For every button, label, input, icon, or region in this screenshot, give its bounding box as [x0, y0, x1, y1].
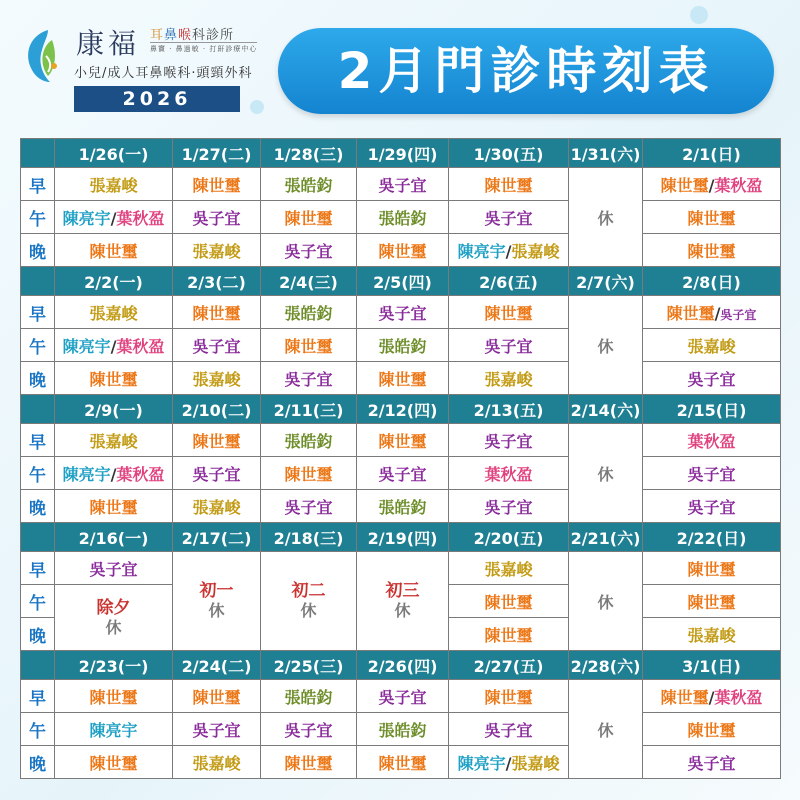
- slot-label: 午: [21, 713, 55, 746]
- slot-row: [21, 234, 781, 267]
- date-header: 2/22(日): [643, 523, 781, 552]
- doctor-cell: 陳世璽: [357, 424, 449, 457]
- clinic-subtitle: 耳鼻喉科診所: [150, 28, 235, 43]
- closed-cell: 休: [569, 168, 643, 267]
- doctor-cell: 張嘉峻: [173, 234, 261, 267]
- date-header: 2/21(六): [569, 523, 643, 552]
- doctor-cell: 張皓鈞: [261, 296, 357, 329]
- corner-cell: [21, 395, 55, 424]
- doctor-cell: 張皓鈞: [357, 713, 449, 746]
- slot-label: 午: [21, 457, 55, 490]
- header: [0, 0, 800, 130]
- slot-row: [21, 490, 781, 523]
- doctor-cell: 張嘉峻: [643, 618, 781, 651]
- doctor-cell: 陳世璽: [173, 424, 261, 457]
- clinic-specialty: 鼻竇 · 鼻過敏 · 打鼾診療中心: [150, 42, 257, 54]
- corner-cell: [21, 523, 55, 552]
- closed-cell: 休: [569, 552, 643, 651]
- slot-label: 午: [21, 329, 55, 362]
- week-header-row: [21, 651, 781, 680]
- date-header: 2/17(二): [173, 523, 261, 552]
- doctor-cell: 吳子宜: [643, 362, 781, 395]
- holiday-cell: 初二 休: [261, 552, 357, 651]
- date-header: 2/23(一): [55, 651, 173, 680]
- slot-label: 晚: [21, 234, 55, 267]
- date-header: 2/16(一): [55, 523, 173, 552]
- doctor-cell: 陳世璽: [643, 552, 781, 585]
- slot-label: 晚: [21, 618, 55, 651]
- doctor-cell: 陳世璽/吳子宜: [643, 296, 781, 329]
- decoration: [690, 6, 708, 24]
- doctor-cell: 吳子宜: [449, 201, 569, 234]
- date-header: 2/6(五): [449, 267, 569, 296]
- doctor-cell: 張皓鈞: [357, 329, 449, 362]
- slot-label: 早: [21, 296, 55, 329]
- doctor-cell: 陳亮宇/葉秋盈: [55, 329, 173, 362]
- slot-label: 午: [21, 201, 55, 234]
- doctor-cell: 陳世璽: [643, 201, 781, 234]
- doctor-cell: 張嘉峻: [449, 362, 569, 395]
- slot-label: 午: [21, 585, 55, 618]
- date-header: 1/30(五): [449, 139, 569, 168]
- week-header-row: [21, 267, 781, 296]
- date-header: 2/24(二): [173, 651, 261, 680]
- doctor-cell: 陳世璽: [449, 296, 569, 329]
- doctor-cell: 張嘉峻: [55, 424, 173, 457]
- slot-row: [21, 329, 781, 362]
- closed-cell: 休: [569, 296, 643, 395]
- date-header: 2/19(四): [357, 523, 449, 552]
- doctor-cell: 吳子宜: [261, 490, 357, 523]
- date-header: 2/20(五): [449, 523, 569, 552]
- doctor-cell: 吳子宜: [643, 457, 781, 490]
- doctor-cell: 吳子宜: [173, 201, 261, 234]
- slot-row: [21, 168, 781, 201]
- slot-label: 早: [21, 680, 55, 713]
- decoration: [250, 100, 264, 114]
- doctor-cell: 張皓鈞: [357, 201, 449, 234]
- doctor-cell: 陳世璽: [449, 680, 569, 713]
- page-title: 2月門診時刻表: [278, 28, 774, 114]
- doctor-cell: 張嘉峻: [173, 362, 261, 395]
- date-header: 1/28(三): [261, 139, 357, 168]
- holiday-cell: 初三 休: [357, 552, 449, 651]
- slot-label: 早: [21, 552, 55, 585]
- date-header: 2/12(四): [357, 395, 449, 424]
- doctor-cell: 張皓鈞: [357, 490, 449, 523]
- date-header: 2/7(六): [569, 267, 643, 296]
- slot-row: [21, 424, 781, 457]
- slot-row: [21, 296, 781, 329]
- doctor-cell: 吳子宜: [357, 168, 449, 201]
- doctor-cell: 陳世璽: [449, 618, 569, 651]
- date-header: 2/11(三): [261, 395, 357, 424]
- doctor-cell: 張皓鈞: [261, 680, 357, 713]
- doctor-cell: 陳世璽: [55, 746, 173, 779]
- date-header: 2/1(日): [643, 139, 781, 168]
- date-header: 2/4(三): [261, 267, 357, 296]
- doctor-cell: 張嘉峻: [449, 552, 569, 585]
- slot-row: [21, 680, 781, 713]
- date-header: 2/27(五): [449, 651, 569, 680]
- date-header: 1/29(四): [357, 139, 449, 168]
- week-header-row: [21, 139, 781, 168]
- doctor-cell: 吳子宜: [173, 329, 261, 362]
- doctor-cell: 陳世璽: [173, 296, 261, 329]
- doctor-cell: 吳子宜: [55, 552, 173, 585]
- slot-row: [21, 457, 781, 490]
- slot-row: [21, 746, 781, 779]
- date-header: 2/2(一): [55, 267, 173, 296]
- doctor-cell: 吳子宜: [643, 746, 781, 779]
- doctor-cell: 陳世璽: [173, 168, 261, 201]
- week-header-row: [21, 395, 781, 424]
- date-header: 2/14(六): [569, 395, 643, 424]
- doctor-cell: 張嘉峻: [55, 296, 173, 329]
- doctor-cell: 陳世璽: [55, 680, 173, 713]
- doctor-cell: 陳世璽: [261, 329, 357, 362]
- doctor-cell: 張皓鈞: [261, 424, 357, 457]
- clinic-description: 小兒/成人耳鼻喉科·頭頸外科: [74, 66, 253, 81]
- week-header-row: [21, 523, 781, 552]
- doctor-cell: 吳子宜: [261, 713, 357, 746]
- slot-label: 早: [21, 168, 55, 201]
- slot-row: [21, 552, 781, 585]
- doctor-cell: 吳子宜: [449, 713, 569, 746]
- holiday-cell: 初一 休: [173, 552, 261, 651]
- doctor-cell: 陳世璽: [643, 713, 781, 746]
- slot-row: [21, 362, 781, 395]
- date-header: 2/18(三): [261, 523, 357, 552]
- doctor-cell: 吳子宜: [449, 490, 569, 523]
- doctor-cell: 吳子宜: [357, 296, 449, 329]
- date-header: 2/25(三): [261, 651, 357, 680]
- doctor-cell: 吳子宜: [173, 713, 261, 746]
- doctor-cell: 陳世璽: [173, 680, 261, 713]
- doctor-cell: 陳世璽: [55, 234, 173, 267]
- date-header: 3/1(日): [643, 651, 781, 680]
- date-header: 2/3(二): [173, 267, 261, 296]
- slot-label: 晚: [21, 490, 55, 523]
- schedule-table: [20, 138, 781, 779]
- doctor-cell: 吳子宜: [261, 362, 357, 395]
- doctor-cell: 張嘉峻: [173, 490, 261, 523]
- slot-label: 晚: [21, 362, 55, 395]
- clinic-logo-icon: [18, 26, 70, 86]
- doctor-cell: 陳世璽: [261, 457, 357, 490]
- doctor-cell: 陳世璽: [55, 362, 173, 395]
- doctor-cell: 吳子宜: [357, 457, 449, 490]
- date-header: 2/8(日): [643, 267, 781, 296]
- doctor-cell: 吳子宜: [261, 234, 357, 267]
- date-header: 2/28(六): [569, 651, 643, 680]
- doctor-cell: 張嘉峻: [55, 168, 173, 201]
- doctor-cell: 陳亮宇/張嘉峻: [449, 234, 569, 267]
- doctor-cell: 陳世璽: [643, 234, 781, 267]
- clinic-name: 康福: [76, 27, 141, 60]
- corner-cell: [21, 139, 55, 168]
- doctor-cell: 陳世璽: [357, 362, 449, 395]
- date-header: 2/9(一): [55, 395, 173, 424]
- doctor-cell: 陳世璽/葉秋盈: [643, 680, 781, 713]
- doctor-cell: 陳世璽: [643, 585, 781, 618]
- doctor-cell: 吳子宜: [643, 490, 781, 523]
- doctor-cell: 陳亮宇/張嘉峻: [449, 746, 569, 779]
- slot-label: 晚: [21, 746, 55, 779]
- date-header: 2/5(四): [357, 267, 449, 296]
- year-badge: 2026: [74, 86, 240, 112]
- doctor-cell: 陳世璽: [449, 168, 569, 201]
- doctor-cell: 張嘉峻: [173, 746, 261, 779]
- doctor-cell: 陳世璽: [261, 201, 357, 234]
- doctor-cell: 吳子宜: [357, 680, 449, 713]
- corner-cell: [21, 651, 55, 680]
- date-header: 2/10(二): [173, 395, 261, 424]
- doctor-cell: 陳世璽: [55, 490, 173, 523]
- slot-label: 早: [21, 424, 55, 457]
- doctor-cell: 吳子宜: [173, 457, 261, 490]
- doctor-cell: 陳亮宇: [55, 713, 173, 746]
- slot-row: [21, 713, 781, 746]
- doctor-cell: 陳世璽: [449, 585, 569, 618]
- doctor-cell: 陳世璽/葉秋盈: [643, 168, 781, 201]
- doctor-cell: 葉秋盈: [643, 424, 781, 457]
- doctor-cell: 陳世璽: [357, 746, 449, 779]
- doctor-cell: 葉秋盈: [449, 457, 569, 490]
- closed-cell: 休: [569, 680, 643, 779]
- date-header: 1/27(二): [173, 139, 261, 168]
- doctor-cell: 張嘉峻: [643, 329, 781, 362]
- doctor-cell: 張皓鈞: [261, 168, 357, 201]
- doctor-cell: 陳亮宇/葉秋盈: [55, 457, 173, 490]
- date-header: 2/13(五): [449, 395, 569, 424]
- slot-row: [21, 201, 781, 234]
- date-header: 1/31(六): [569, 139, 643, 168]
- doctor-cell: 陳世璽: [261, 746, 357, 779]
- corner-cell: [21, 267, 55, 296]
- closed-cell: 休: [569, 424, 643, 523]
- doctor-cell: 吳子宜: [449, 424, 569, 457]
- doctor-cell: 吳子宜: [449, 329, 569, 362]
- date-header: 1/26(一): [55, 139, 173, 168]
- date-header: 2/15(日): [643, 395, 781, 424]
- doctor-cell: 陳亮宇/葉秋盈: [55, 201, 173, 234]
- holiday-cell: 除夕 休: [55, 585, 173, 651]
- date-header: 2/26(四): [357, 651, 449, 680]
- doctor-cell: 陳世璽: [357, 234, 449, 267]
